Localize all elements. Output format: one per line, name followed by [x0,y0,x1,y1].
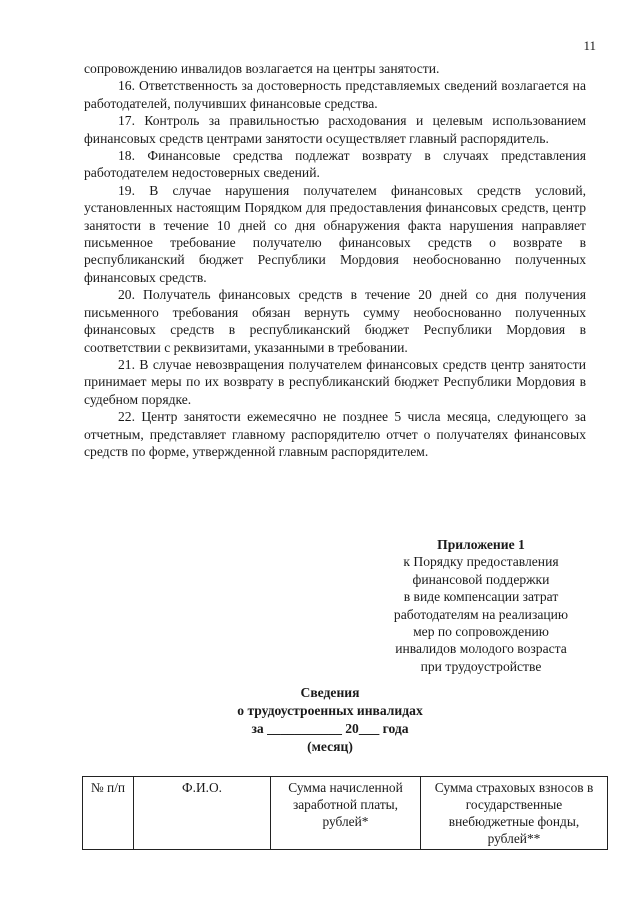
form-period: за ___________ 20___ года [251,721,409,736]
appendix-line: финансовой поддержки [412,571,550,587]
form-subtitle: о трудоустроенных инвалидах [237,703,423,718]
form-heading [200,684,460,756]
body-text [84,60,586,460]
form-title: Сведения [300,685,360,700]
column-header-name: Ф.И.О. [134,777,271,850]
appendix-block [360,536,602,675]
form-period-note: (месяц) [307,739,353,754]
table-header-row [83,777,608,850]
paragraph: 22. Центр занятости ежемесячно не позднее 5 числа месяца, следующего за отчетным, представляет главному распорядителю отчет о получателях финансовых средств по форме, утвержденной главным распорядителем. [84,409,586,459]
paragraph: 16. Ответственность за достоверность представляемых сведений возлагается на работодателей, получивших финансовые средства. [84,78,586,111]
appendix-line: к Порядку предоставления [403,554,559,570]
appendix-line: работодателям на реализацию [393,606,569,622]
paragraph: 18. Финансовые средства подлежат возврату в случаях представления работодателем недостоверных сведений. [84,148,586,181]
appendix-line: инвалидов молодого возраста [395,641,567,657]
paragraph: 17. Контроль за правильностью расходования и целевым использованием финансовых средств центрами занятости осуществляет главный распорядитель. [84,113,586,146]
page-number: 11 [583,38,596,53]
paragraph: сопровождению инвалидов возлагается на центры занятости. [84,61,440,76]
report-table [82,776,608,850]
paragraph: 21. В случае невозвращения получателем финансовых средств центр занятости принимает меры по их возврату в республиканский бюджет Республики Мордовия в судебном порядке. [84,356,586,407]
column-header-salary: Сумма начисленной заработной платы, рублей* [271,777,421,850]
paragraph: 20. Получатель финансовых средств в течение 20 дней со дня получения письменного требования обязан вернуть сумму необоснованно полученных финансовых средств в республиканский бюджет Республики Мордовия в соответствии с реквизитами, указанными в требовании. [84,287,586,355]
appendix-title: Приложение 1 [437,537,525,552]
column-header-number: № п/п [83,777,134,850]
paragraph: 19. В случае нарушения получателем финансовых средств условий, установленных настоящим Порядком для предоставления финансовых средств, центр занятости в течение 10 дней со дня обнаружения факта нарушения направляет письменное требование получателю финансовых средств о возврате в республиканский бюджет Республики Мордовия необоснованно полученных финансовых средств. [84,182,586,285]
appendix-line: в виде компенсации затрат [403,589,559,605]
column-header-insurance: Сумма страховых взносов в государственные внебюджетные фонды, рублей** [421,777,608,850]
appendix-line: при трудоустройстве [420,658,542,674]
appendix-line: мер по сопровождению [413,624,549,640]
